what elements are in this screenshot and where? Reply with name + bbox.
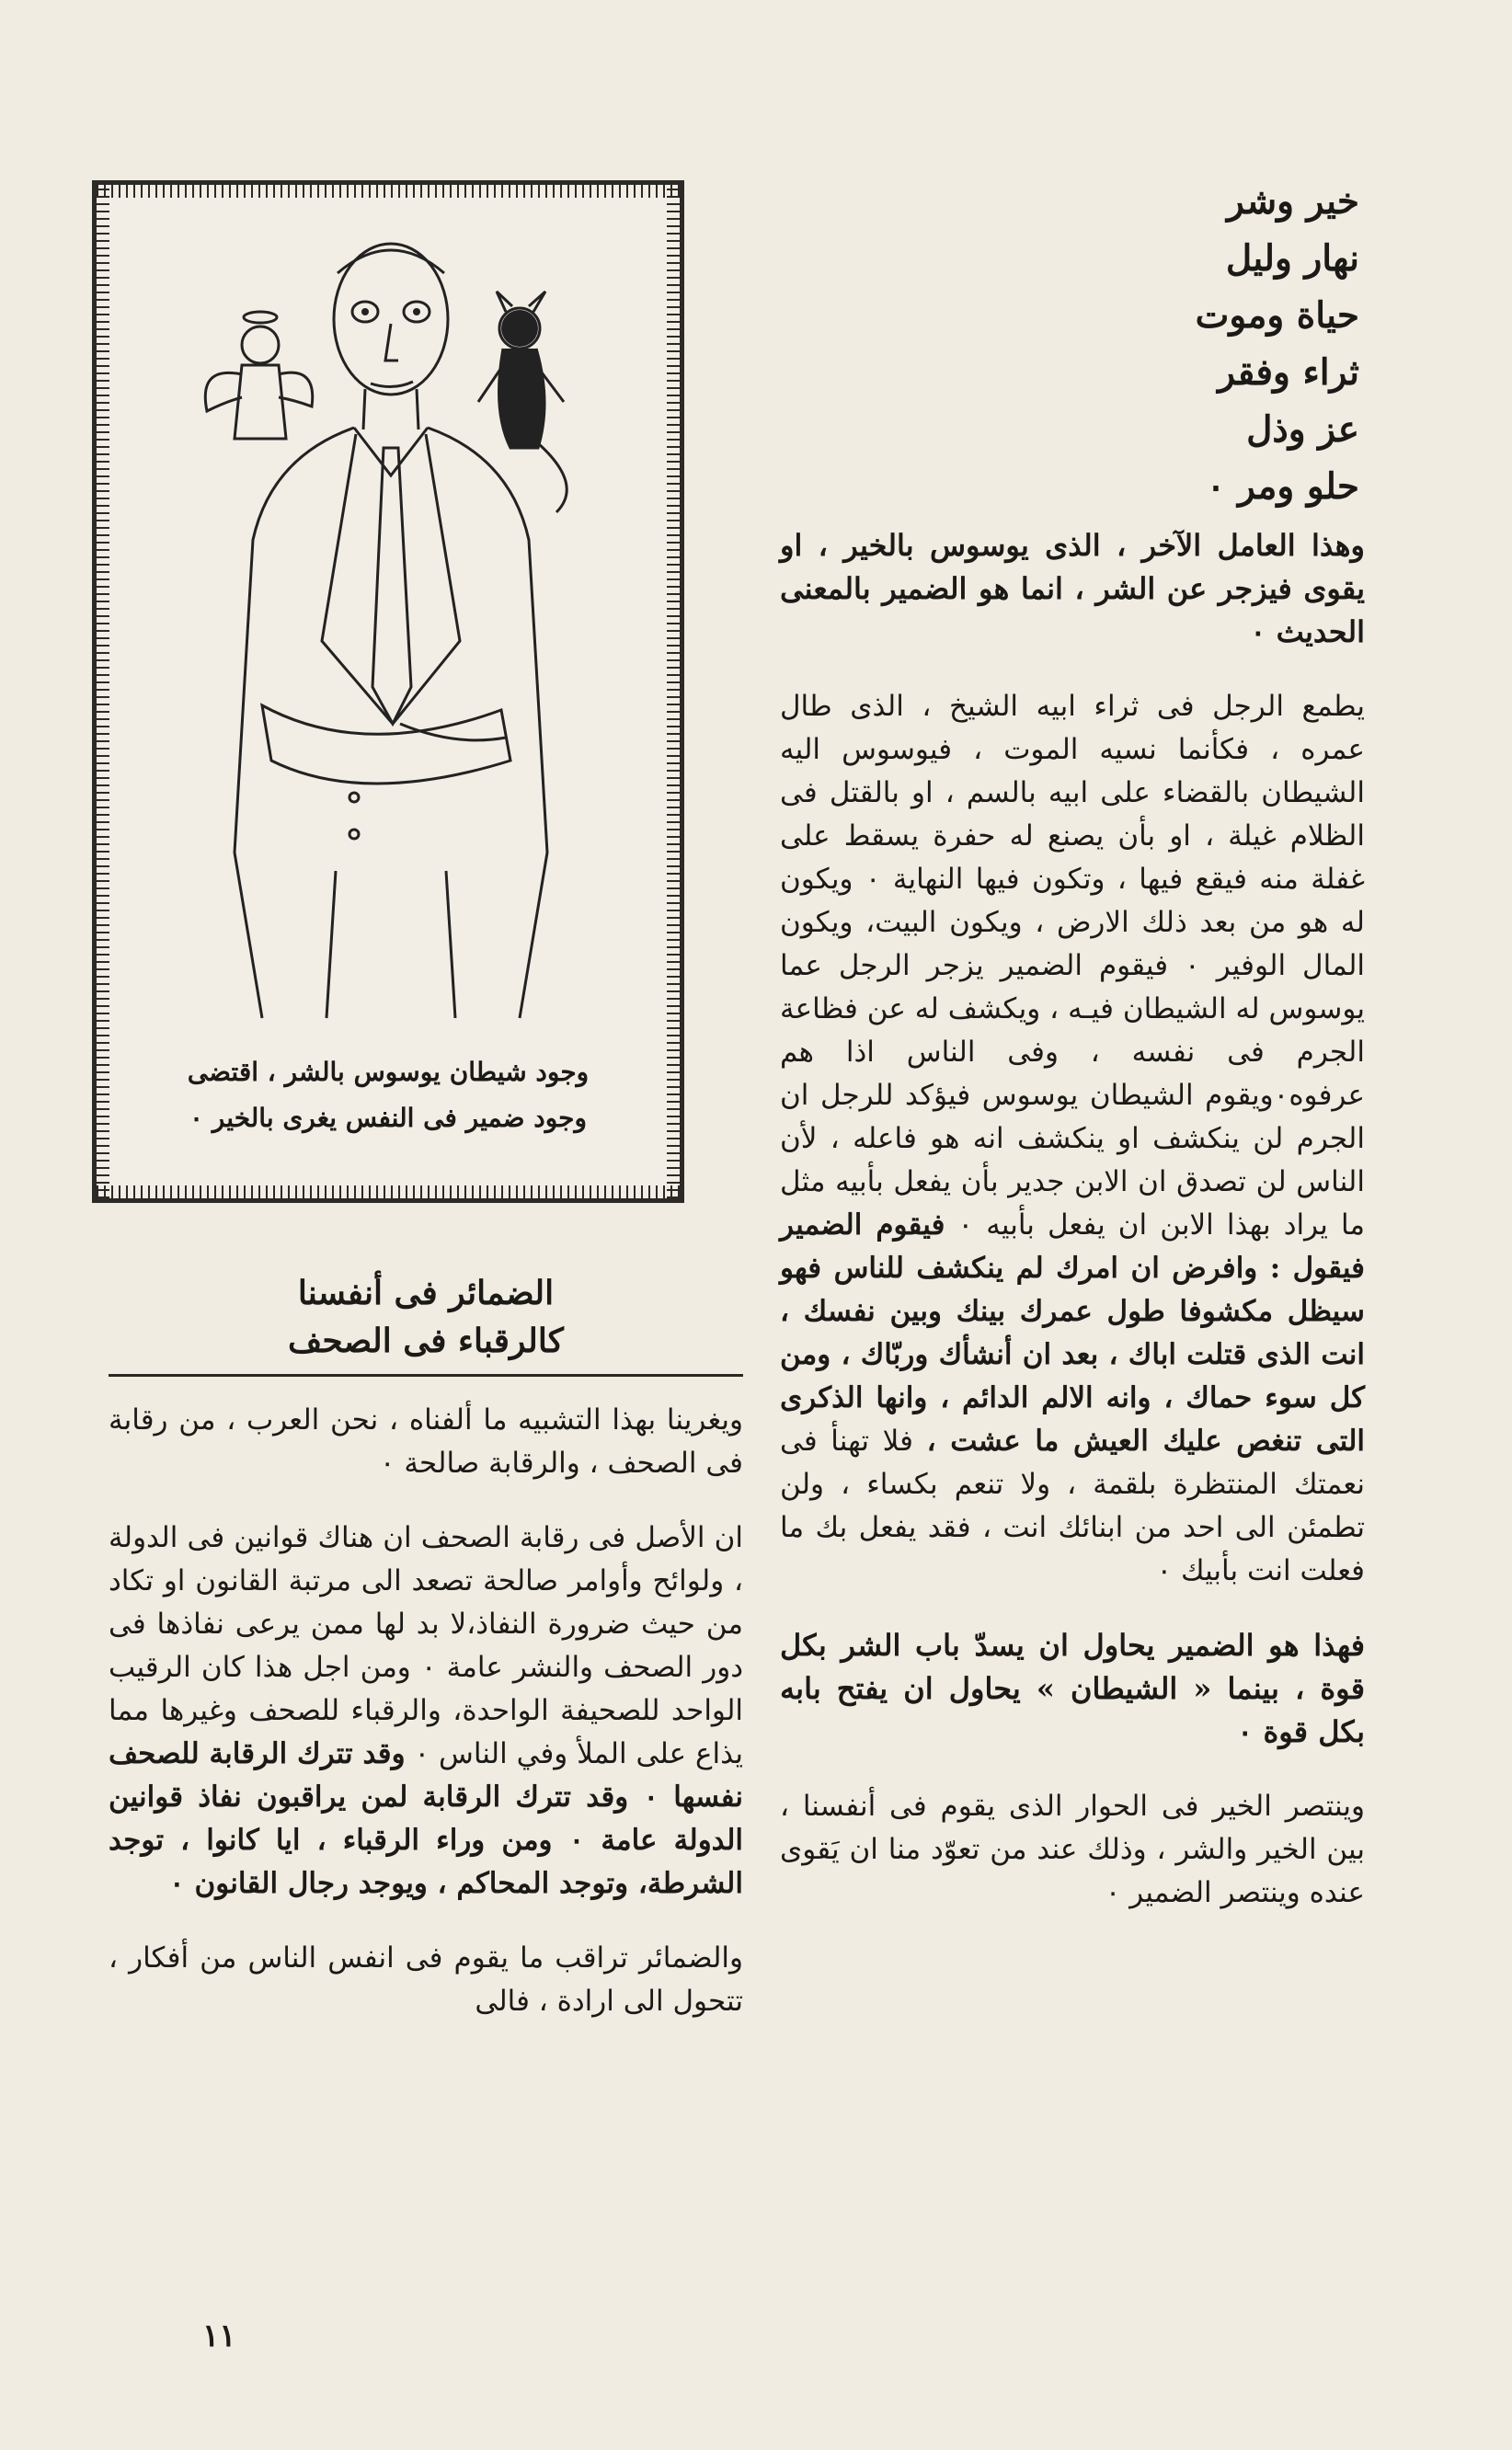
body-paragraph-1-text: يطمع الرجل فى ثراء ابيه الشيخ ، الذى طال عمره ، فكأنما نسيه الموت ، فيوسوس اليه الشيطان بالقضاء على ابيه بالسم ، او بالقتل فى الظلام غيلة ، او بأن يصنع له حفرة يسقط على غفلة منه فيقع فيها ، وتكون فيها النهاية ٠ ويكون له هو من بعد ذلك الارض ، ويكون البيت، ويكون المال الوفير ٠ فيقوم الضمير يزجر الرجل عما يوسوس له الشيطان فيـه ، ويكشف له عن فظاعة الجرم فى نفسه ، وفى الناس اذا هم عرفوه٠ويقوم الشيطان يوسوس فيؤكد للرجل ان الجرم لن ينكشف او ينكشف انه هو فاعله ، لأن الناس لن تصدق ان الابن جدير بأن يفعل بأبيه مثل ما يراد بهذا الابن ان يفعل بأبيه ٠ <box>780 690 1365 1242</box>
right-column <box>780 173 1365 1946</box>
page-number: ١١ <box>202 2318 236 2354</box>
cartoon-frame <box>92 180 684 1203</box>
poem-line: خير وشر <box>1226 180 1359 223</box>
section-paragraph-1: ويغرينا بهذا التشبيه ما ألفناه ، نحن العرب ، من رقابة فى الصحف ، والرقابة صالحة ٠ <box>109 1403 743 1480</box>
poem-line: عز وذل <box>1246 408 1359 451</box>
figure-caption <box>128 1049 648 1141</box>
body-paragraph-1-tail: فلا تهنأ فى نعمتك المنتظرة بلقمة ، ولا تنعم بكساء ، ولن تطمئن الى احد من ابنائك انت ، فقد يفعل بك ما فعلت انت بأبيك ٠ <box>780 1425 1365 1587</box>
body-paragraph-3: وينتصر الخير فى الحوار الذى يقوم فى أنفسنا ، بين الخير والشر ، وذلك عند من تعوّد منا ان يَقوى عنده وينتصر الضمير ٠ <box>780 1790 1365 1909</box>
heading-line-2: كالرقباء فى الصحف <box>288 1322 564 1360</box>
left-column <box>109 1269 743 2055</box>
section-paragraph-3: والضمائر تراقب ما يقوم فى انفس الناس من أفكار ، تتحول الى ارادة ، فالى <box>109 1941 743 2018</box>
poem-list <box>780 173 1365 515</box>
body-paragraph-2: فهذا هو الضمير يحاول ان يسدّ باب الشر بكل قوة ، بينما « الشيطان » يحاول ان يفتح بابه بكل قوة ٠ <box>780 1628 1365 1749</box>
body-paragraph-1-bold: فيقوم الضمير فيقول : وافرض ان امرك لم ينكشف للناس فهو سيظل مكشوفا طول عمرك بينك وبين نفسك ، انت الذى قتلت اباك ، بعد ان أنشأك وربّاك ، ومن كل سوء حماك ، وانه الالم الدائم ، وانها الذكرى التى تنغص عليك العيش ما عشت ، <box>780 1208 1365 1458</box>
section-paragraph-2 <box>109 1517 743 1906</box>
section-heading <box>109 1269 743 1377</box>
heading-line-1: الضمائر فى أنفسنا <box>297 1274 555 1312</box>
poem-line: حياة وموت <box>1195 294 1359 337</box>
poem-line: حلو ومر ٠ <box>1206 465 1359 508</box>
poem-line: ثراء وفقر <box>1218 351 1359 394</box>
caption-line-1: وجود شيطان يوسوس بالشر ، اقتضى <box>187 1057 590 1087</box>
cartoon-illustration <box>124 209 652 1036</box>
caption-line-2: وجود ضمير فى النفس يغرى بالخير ٠ <box>189 1103 587 1133</box>
section-paragraph-2-text: ان الأصل فى رقابة الصحف ان هناك قوانين فى الدولة ، ولوائح وأوامر صالحة تصعد الى مرتبة القانون او تكاد من حيث ضرورة النفاذ،لا بد لها ممن يرعى نفاذها فى دور الصحف والنشر عامة ٠ ومن اجل هذا كان الرقيب الواحد للصحيفة الواحدة، والرقباء للصحف وغيرها مما يذاع على الملأ وفي الناس ٠ <box>109 1521 743 1770</box>
intro-paragraph: وهذا العامل الآخر ، الذى يوسوس بالخير ، او يقوى فيزجر عن الشر ، انما هو الضمير بالمعنى الحديث ٠ <box>780 528 1365 649</box>
body-paragraph-1 <box>780 685 1365 1593</box>
section-paragraph-2-bold: وقد تترك الرقابة للصحف نفسها ٠ وقد تترك الرقابة لمن يراقبون نفاذ قوانين الدولة عامة ٠ ومن وراء الرقباء ، ايا كانوا ، توجد الشرطة، وتوجد المحاكم ، ويوجد رجال القانون ٠ <box>109 1737 743 1900</box>
poem-line: نهار وليل <box>1225 237 1359 280</box>
